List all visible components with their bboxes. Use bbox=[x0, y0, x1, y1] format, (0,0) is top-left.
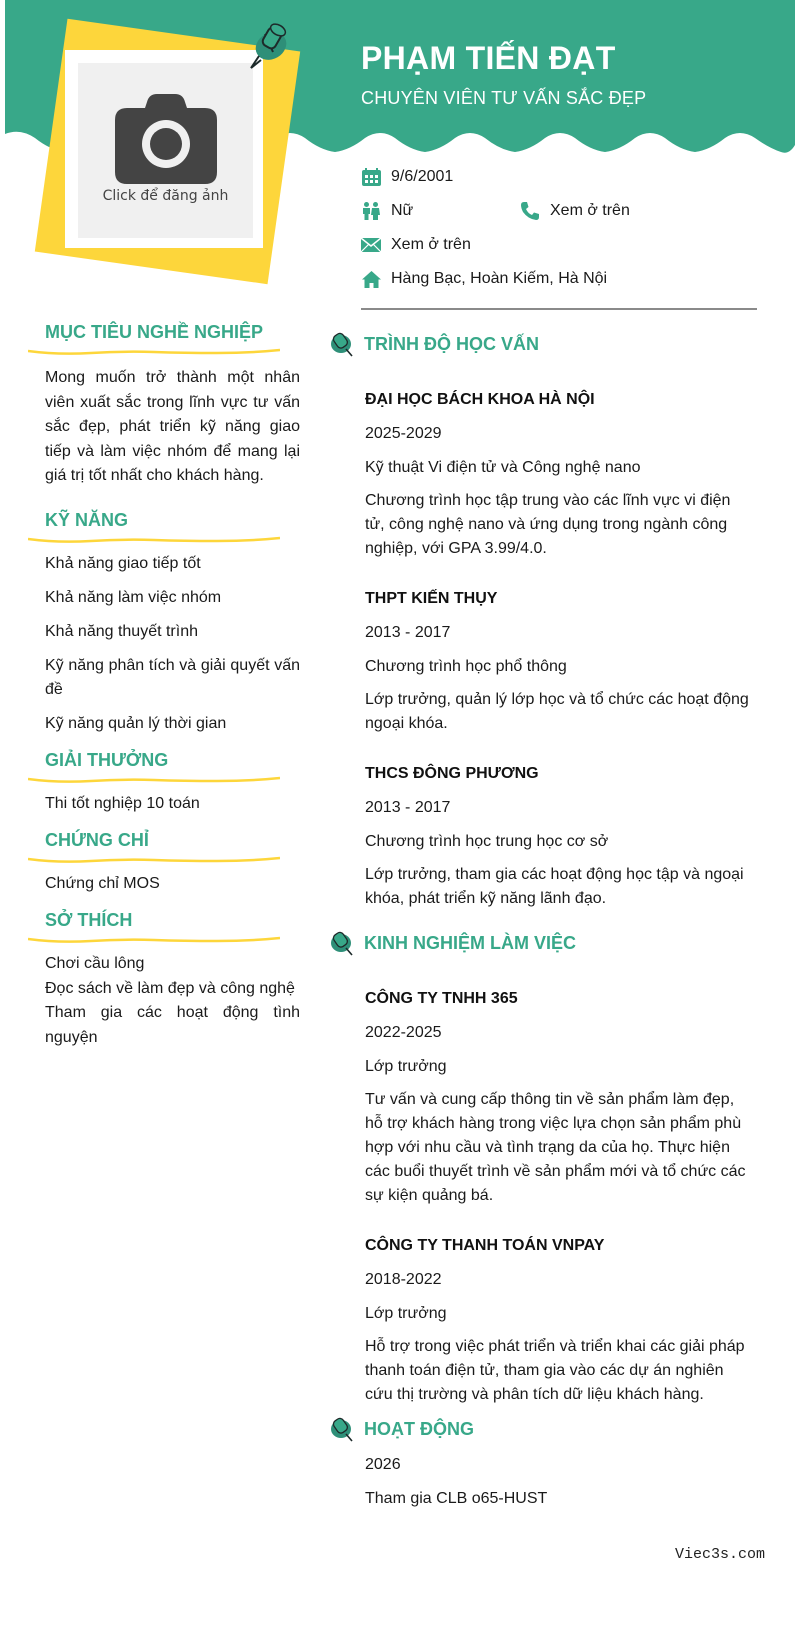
hobby-item: Tham gia các hoạt động tình nguyện bbox=[45, 1004, 300, 1046]
certificates-section bbox=[28, 826, 300, 897]
job-period: 2018-2022 bbox=[365, 1271, 442, 1288]
skill-item: Kỹ năng quản lý thời gian bbox=[45, 715, 227, 732]
certificates-title: CHỨNG CHỈ bbox=[45, 830, 149, 850]
experience-section bbox=[330, 925, 750, 1407]
phone-item bbox=[520, 201, 630, 221]
company-name: CÔNG TY THANH TOÁN VNPAY bbox=[365, 1237, 605, 1254]
people-icon bbox=[361, 201, 381, 221]
school-description: Lớp trưởng, tham gia các hoạt động học tập và ngoại khóa, phát triển kỹ năng lãnh đạo. bbox=[365, 866, 744, 907]
phone-value: Xem ở trên bbox=[550, 202, 630, 219]
awards-title: GIẢI THƯỞNG bbox=[45, 750, 169, 770]
pushpin-icon bbox=[245, 22, 289, 72]
hobbies-section bbox=[28, 906, 300, 1050]
phone-icon bbox=[520, 201, 540, 221]
activity-entry bbox=[330, 1453, 750, 1511]
school-period: 2013 - 2017 bbox=[365, 799, 451, 816]
award-item: Thi tốt nghiệp 10 toán bbox=[45, 795, 200, 812]
job-role: Lớp trưởng bbox=[365, 1058, 447, 1075]
school-major: Kỹ thuật Vi điện tử và Công nghệ nano bbox=[365, 459, 641, 476]
job-description: Hỗ trợ trong việc phát triển và triển khai các giải pháp thanh toán điện tử, tham gia vào các dự án nghiên cứu thị trường và phân tích dữ liệu khách hàng. bbox=[365, 1338, 745, 1403]
awards-section bbox=[28, 746, 300, 817]
hobbies-title: SỞ THÍCH bbox=[45, 910, 133, 930]
yellow-wave-underline bbox=[28, 536, 280, 544]
job-role: Lớp trưởng bbox=[365, 1305, 447, 1322]
contact-row-email bbox=[361, 228, 757, 262]
education-entry bbox=[330, 587, 750, 736]
right-column bbox=[330, 326, 750, 1511]
birthday-value: 9/6/2001 bbox=[391, 168, 454, 185]
experience-title: KINH NGHIỆM LÀM VIỆC bbox=[364, 932, 577, 953]
school-period: 2025-2029 bbox=[365, 425, 442, 442]
contact-divider bbox=[361, 308, 757, 310]
address-item bbox=[361, 269, 607, 289]
yellow-wave-underline bbox=[28, 348, 280, 356]
contact-row-gender-phone bbox=[361, 194, 757, 228]
school-name: THCS ĐÔNG PHƯƠNG bbox=[365, 765, 539, 782]
hobbies-list bbox=[28, 952, 300, 1050]
company-name: CÔNG TY TNHH 365 bbox=[365, 990, 518, 1007]
school-major: Chương trình học phổ thông bbox=[365, 658, 567, 675]
yellow-wave-underline bbox=[28, 936, 280, 944]
gender-item bbox=[361, 201, 413, 221]
pushpin-icon bbox=[330, 930, 356, 956]
skill-item: Khả năng giao tiếp tốt bbox=[45, 554, 201, 572]
contact-info bbox=[361, 160, 757, 310]
activities-heading bbox=[330, 1411, 750, 1447]
envelope-icon bbox=[361, 235, 381, 255]
profile-photo-area bbox=[40, 28, 300, 273]
school-period: 2013 - 2017 bbox=[365, 624, 451, 641]
school-major: Chương trình học trung học cơ sở bbox=[365, 833, 609, 850]
skills-title: KỸ NĂNG bbox=[45, 509, 129, 530]
objective-section bbox=[28, 318, 300, 489]
skill-item: Khả năng thuyết trình bbox=[45, 622, 198, 640]
contact-row-address bbox=[361, 262, 757, 296]
pushpin-icon bbox=[330, 1416, 356, 1442]
job-title: CHUYÊN VIÊN TƯ VẤN SẮC ĐẸP bbox=[361, 88, 647, 108]
hobby-item: Đọc sách về làm đẹp và công nghệ bbox=[45, 979, 295, 997]
experience-entry bbox=[330, 1234, 750, 1407]
school-name: THPT KIẾN THỤY bbox=[365, 590, 498, 607]
experience-entry bbox=[330, 987, 750, 1208]
email-value: Xem ở trên bbox=[391, 236, 471, 253]
school-description: Chương trình học tập trung vào các lĩnh vực vi điện tử, công nghệ nano và ứng dụng trong ngành công nghiệp, với GPA 3.99/4.0. bbox=[365, 492, 731, 557]
job-description: Tư vấn và cung cấp thông tin về sản phẩm làm đẹp, hỗ trợ khách hàng trong việc lựa chọn sản phẩm phù hợp với nhu cầu và tình trạng da của họ. Thực hiện các buổi thuyết trình về sản phẩm mới và tổ chức các sự kiện quảng bá. bbox=[365, 1091, 746, 1204]
email-item bbox=[361, 235, 471, 255]
awards-list bbox=[28, 792, 300, 817]
education-heading bbox=[330, 326, 750, 362]
skill-item: Khả năng làm việc nhóm bbox=[45, 588, 222, 606]
activity-period: 2026 bbox=[365, 1456, 401, 1473]
education-entry bbox=[330, 762, 750, 911]
watermark: Viec3s.com bbox=[675, 1546, 766, 1563]
upload-photo-button[interactable] bbox=[78, 63, 253, 238]
yellow-wave-underline bbox=[28, 776, 280, 784]
education-entry bbox=[330, 388, 750, 561]
home-icon bbox=[361, 269, 381, 289]
certificate-item: Chứng chỉ MOS bbox=[45, 875, 160, 892]
job-period: 2022-2025 bbox=[365, 1024, 442, 1041]
activities-title: HOẠT ĐỘNG bbox=[364, 1418, 474, 1439]
photo-frame bbox=[65, 50, 263, 248]
education-section bbox=[330, 326, 750, 911]
upload-photo-label: Click để đăng ảnh bbox=[102, 187, 229, 204]
hobby-item: Chơi cầu lông bbox=[45, 955, 145, 972]
calendar-icon bbox=[361, 167, 381, 187]
address-value: Hàng Bạc, Hoàn Kiếm, Hà Nội bbox=[391, 270, 608, 287]
birthday-item bbox=[361, 167, 453, 187]
skills-list bbox=[28, 552, 300, 737]
gender-value: Nữ bbox=[391, 202, 414, 219]
activity-description: Tham gia CLB o65-HUST bbox=[365, 1490, 548, 1507]
school-name: ĐẠI HỌC BÁCH KHOA HÀ NỘI bbox=[365, 391, 595, 408]
school-description: Lớp trưởng, quản lý lớp học và tổ chức các hoạt động ngoại khóa. bbox=[365, 691, 749, 732]
education-title: TRÌNH ĐỘ HỌC VẤN bbox=[364, 333, 539, 354]
left-column bbox=[28, 318, 300, 1050]
candidate-name: PHẠM TIẾN ĐẠT bbox=[361, 40, 616, 76]
yellow-wave-underline bbox=[28, 856, 280, 864]
contact-row-birthday bbox=[361, 160, 757, 194]
certificates-list bbox=[28, 872, 300, 897]
skills-section bbox=[28, 506, 300, 737]
objective-text: Mong muốn trở thành một nhân viên xuất sắc trong lĩnh vực tư vấn sắc đẹp, phát triển kỹ năng giao tiếp và làm việc nhóm để mang lại giá trị tốt nhất cho khách hàng. bbox=[45, 369, 300, 484]
activities-section bbox=[330, 1411, 750, 1511]
experience-heading bbox=[330, 925, 750, 961]
pushpin-icon bbox=[330, 331, 356, 357]
skill-item: Kỹ năng phân tích và giải quyết vấn đề bbox=[45, 656, 300, 698]
objective-title: MỤC TIÊU NGHỀ NGHIỆP bbox=[45, 322, 264, 342]
camera-icon bbox=[115, 94, 217, 184]
